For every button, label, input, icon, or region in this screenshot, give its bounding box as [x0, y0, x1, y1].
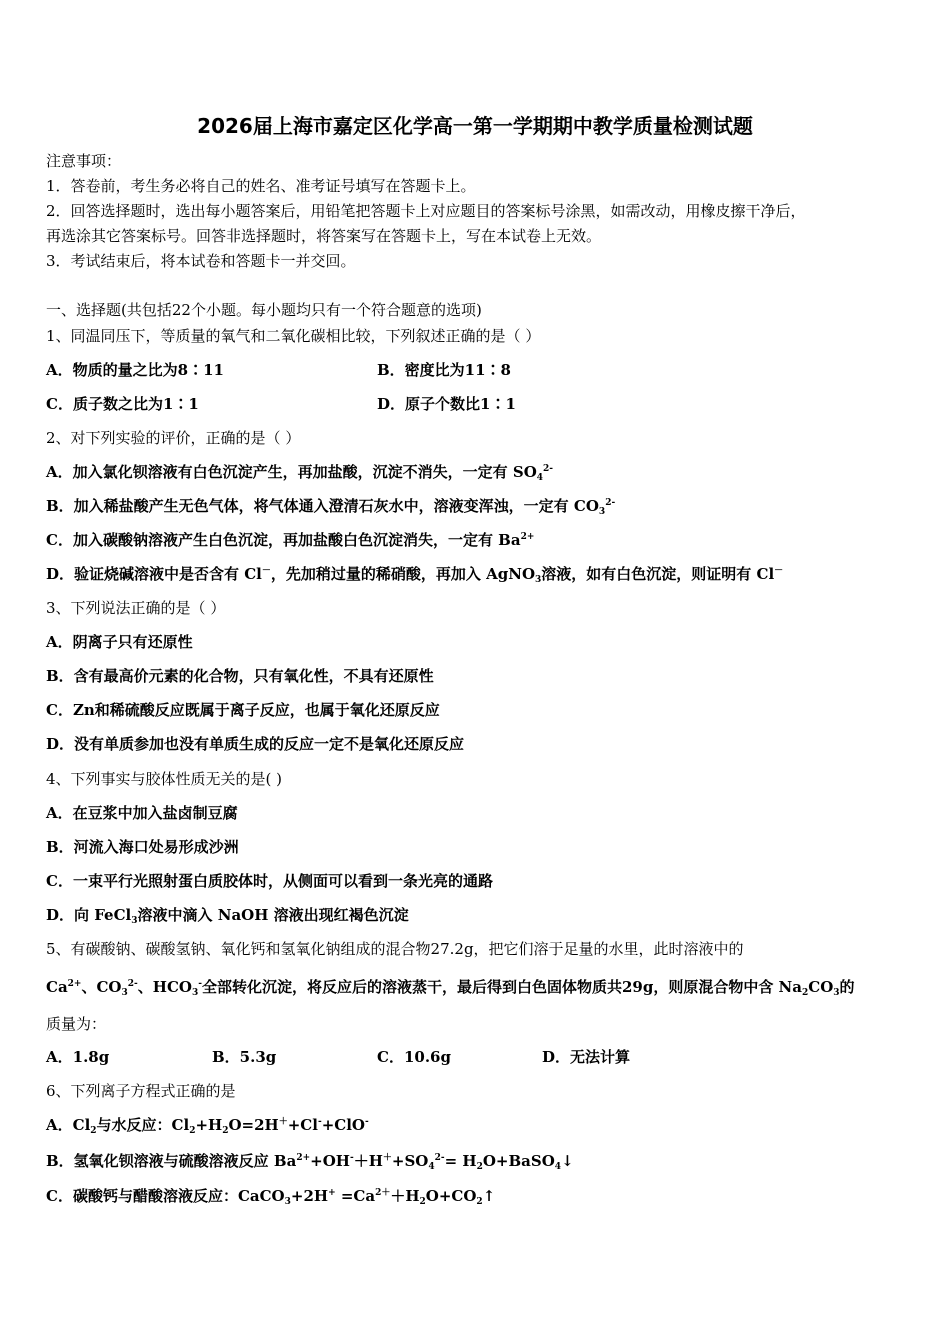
- question-5-stem-line3: 质量为：: [46, 1015, 107, 1033]
- superscript: -: [317, 1117, 322, 1127]
- formula-text: +2H: [290, 1187, 329, 1205]
- q2-option-d: [46, 564, 783, 584]
- ion-text: CO: [808, 978, 834, 996]
- superscript: ＋: [278, 1117, 288, 1127]
- q4-option-d-text: 溶液中滴入 NaOH 溶液出现红褐色沉淀: [137, 906, 409, 924]
- ion-text: 、HCO: [137, 978, 192, 996]
- formula-text: +ClO: [321, 1116, 365, 1134]
- q6-option-c: [46, 1186, 495, 1206]
- subscript: 4: [428, 1162, 435, 1172]
- stem-text: 全部转化沉淀，将反应后的溶液蒸干，最后得到白色固体物质共29g，则原混合物中含 Na: [201, 978, 802, 996]
- superscript: －: [774, 566, 784, 576]
- q5-option-a: A．1.8g: [46, 1048, 110, 1066]
- formula-text: A．Cl: [46, 1116, 91, 1134]
- q3-option-c: C．Zn和稀硫酸反应既属于离子反应，也属于氧化还原反应: [46, 701, 440, 719]
- subscript: 2: [90, 1126, 97, 1136]
- superscript: ＋: [382, 1153, 392, 1163]
- subscript: 3: [131, 916, 138, 926]
- formula-text: B．氢氧化钡溶液与硫酸溶液反应 Ba: [46, 1152, 297, 1170]
- q2-option-c-text: C．加入碳酸钠溶液产生白色沉淀，再加盐酸白色沉淀消失，一定有 Ba: [46, 531, 521, 549]
- page-title: 2026届上海市嘉定区化学高一第一学期期中教学质量检测试题: [197, 114, 753, 138]
- formula-text: 与水反应：Cl: [96, 1116, 190, 1134]
- subscript: 3: [535, 575, 542, 585]
- question-4-stem: 4、下列事实与胶体性质无关的是( ): [46, 770, 283, 788]
- formula-text: +OH: [310, 1152, 350, 1170]
- formula-text: O+CO: [425, 1187, 477, 1205]
- superscript: -: [364, 1117, 369, 1127]
- q6-option-b: [46, 1151, 574, 1171]
- question-2-stem: 2、对下列实验的评价，正确的是（ ）: [46, 429, 301, 447]
- formula-text: = H: [444, 1152, 477, 1170]
- q5-option-b: B．5.3g: [212, 1048, 277, 1066]
- ion-text: 、CO: [81, 978, 122, 996]
- formula-text: =Ca: [335, 1187, 376, 1205]
- notice-item: 再选涂其它答案标号。回答非选择题时，将答案写在答题卡上，写在本试卷上无效。: [46, 227, 602, 245]
- subscript: 3: [191, 988, 199, 998]
- q2-option-d-text: ，先加稍过量的稀硝酸，再加入 AgNO: [270, 565, 536, 583]
- q2-option-a-text: A．加入氯化钡溶液有白色沉淀产生，再加盐酸，沉淀不消失，一定有 SO: [46, 463, 537, 481]
- superscript: 2-: [605, 498, 616, 508]
- q2-option-d-text: 溶液，如有白色沉淀，则证明有 Cl: [541, 565, 775, 583]
- formula-text: ↓: [561, 1152, 574, 1170]
- q5-option-d: D．无法计算: [542, 1048, 631, 1066]
- q6-option-a: [46, 1115, 369, 1135]
- question-1-stem: 1、同温同压下，等质量的氧气和二氧化碳相比较，下列叙述正确的是（ ）: [46, 327, 541, 345]
- formula-text: ＋H: [353, 1152, 383, 1170]
- subscript: 2: [222, 1126, 229, 1136]
- notice-item: 1．答卷前，考生务必将自己的姓名、准考证号填写在答题卡上。: [46, 177, 476, 195]
- superscript: -: [198, 979, 202, 989]
- formula-text: ＋H: [390, 1187, 420, 1205]
- subscript: 2: [476, 1162, 483, 1172]
- superscript: -: [349, 1153, 354, 1163]
- subscript: 2: [802, 988, 809, 998]
- subscript: 2: [189, 1126, 196, 1136]
- superscript: 2＋: [375, 1188, 391, 1198]
- subscript: 4: [536, 473, 544, 483]
- section-heading: 一、选择题(共包括22个小题。每小题均只有一个符合题意的选项): [46, 301, 482, 319]
- superscript: 2+: [520, 532, 535, 542]
- subscript: 3: [284, 1197, 291, 1207]
- q4-option-a: A．在豆浆中加入盐卤制豆腐: [46, 804, 238, 822]
- q1-option-c: C．质子数之比为1∶1: [46, 395, 199, 413]
- formula-text: +H: [195, 1116, 223, 1134]
- q4-option-b: B．河流入海口处易形成沙洲: [46, 838, 239, 856]
- subscript: 3: [598, 507, 606, 517]
- subscript: 2: [476, 1197, 483, 1207]
- q2-option-a: [46, 462, 553, 482]
- q1-option-b: B．密度比为11∶8: [377, 361, 511, 379]
- notice-item: 3．考试结束后，将本试卷和答题卡一并交回。: [46, 252, 356, 270]
- q2-option-b-text: B．加入稀盐酸产生无色气体，将气体通入澄清石灰水中，溶液变浑浊，一定有 CO: [46, 497, 599, 515]
- superscript: －: [261, 566, 271, 576]
- q3-option-d: D．没有单质参加也没有单质生成的反应一定不是氧化还原反应: [46, 735, 465, 753]
- superscript: 2-: [127, 979, 138, 989]
- q3-option-a: A．阴离子只有还原性: [46, 633, 193, 651]
- superscript: 2+: [296, 1153, 311, 1163]
- superscript: 2+: [67, 979, 82, 989]
- formula-text: O=2H: [228, 1116, 279, 1134]
- formula-text: +SO: [391, 1152, 429, 1170]
- question-3-stem: 3、下列说法正确的是（ ）: [46, 599, 226, 617]
- ion-text: Ca: [46, 978, 68, 996]
- q3-option-b: B．含有最高价元素的化合物，只有氧化性，不具有还原性: [46, 667, 434, 685]
- superscript: 2-: [543, 464, 554, 474]
- subscript: 2: [419, 1197, 426, 1207]
- q4-option-c: C．一束平行光照射蛋白质胶体时，从侧面可以看到一条光亮的通路: [46, 872, 493, 890]
- q1-option-d: D．原子个数比1∶1: [377, 395, 516, 413]
- formula-text: C．碳酸钙与醋酸溶液反应：CaCO: [46, 1187, 285, 1205]
- question-5-stem-line2: [46, 977, 855, 997]
- formula-text: +Cl: [287, 1116, 318, 1134]
- q1-option-a: A．物质的量之比为8∶11: [46, 361, 224, 379]
- notice-item: 2．回答选择题时，选出每小题答案后，用铅笔把答题卡上对应题目的答案标号涂黑，如需改动，用橡皮擦干净后，: [46, 202, 806, 220]
- q4-option-d-text: D．向 FeCl: [46, 906, 132, 924]
- formula-text: ↑: [482, 1187, 496, 1205]
- stem-text: 的: [839, 978, 855, 996]
- formula-text: O+BaSO: [482, 1152, 555, 1170]
- question-6-stem: 6、下列离子方程式正确的是: [46, 1082, 236, 1100]
- q2-option-b: [46, 496, 615, 516]
- superscript: 2-: [434, 1153, 445, 1163]
- subscript: 4: [554, 1162, 562, 1172]
- notice-heading: 注意事项：: [46, 152, 122, 170]
- subscript: 3: [121, 988, 128, 998]
- q2-option-d-text: D．验证烧碱溶液中是否含有 Cl: [46, 565, 262, 583]
- q5-option-c: C．10.6g: [377, 1048, 451, 1066]
- q4-option-d: [46, 905, 409, 925]
- subscript: 3: [833, 988, 840, 998]
- superscript: +: [328, 1188, 336, 1198]
- q2-option-c: [46, 530, 534, 550]
- question-5-stem: 5、有碳酸钠、碳酸氢钠、氧化钙和氢氧化钠组成的混合物27.2g，把它们溶于足量的水里，此时溶液中的: [46, 940, 744, 958]
